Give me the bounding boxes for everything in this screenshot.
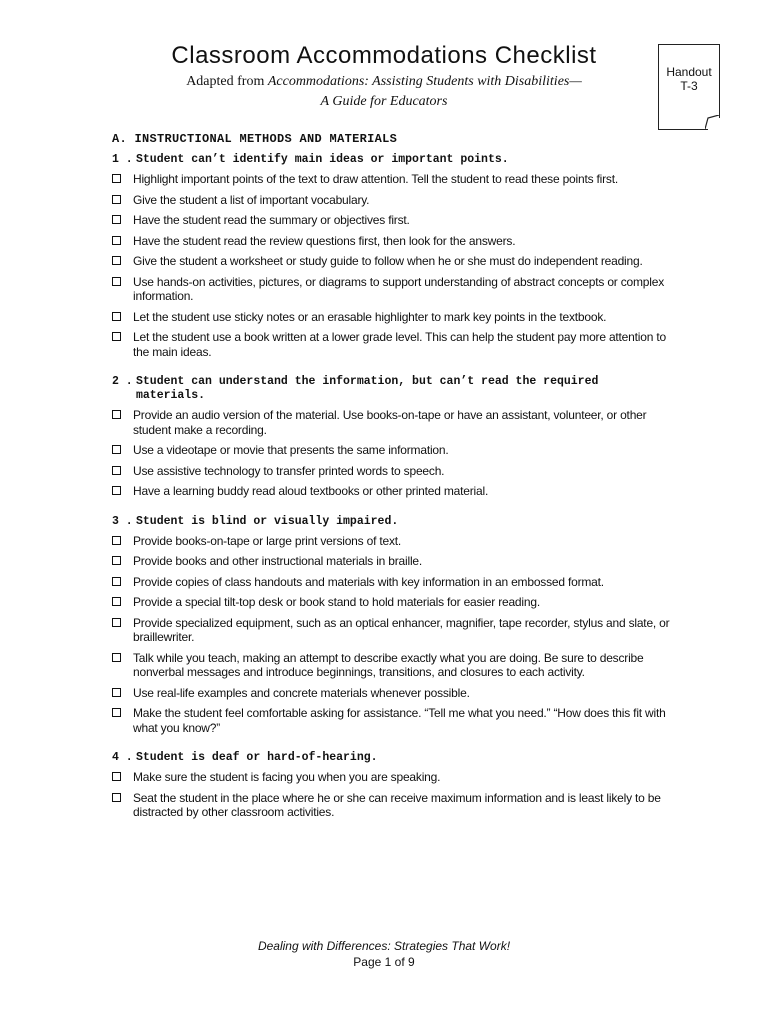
- checklist-item-text: Provide a special tilt-top desk or book stand to hold materials for easier reading.: [133, 595, 540, 609]
- footer-book-title: Dealing with Differences: Strategies That Work!: [257, 939, 511, 953]
- checklist: [112, 408, 672, 499]
- checkbox-icon[interactable]: [112, 215, 121, 224]
- checklist-item: [112, 310, 672, 325]
- checkbox-icon[interactable]: [112, 236, 121, 245]
- checkbox-icon[interactable]: [112, 174, 121, 183]
- subtitle-prefix: Adapted from: [186, 74, 268, 89]
- checklist-item: [112, 534, 672, 549]
- checkbox-icon[interactable]: [112, 445, 121, 454]
- checkbox-icon[interactable]: [112, 618, 121, 627]
- checklist-item-text: Use hands-on activities, pictures, or diagrams to support understanding of abstract concepts or complex information.: [133, 274, 665, 303]
- checklist-item-text: Provide books-on-tape or large print versions of text.: [133, 533, 402, 548]
- checklist-item-text: Have the student read the review questions first, then look for the answers.: [133, 233, 516, 248]
- checkbox-icon[interactable]: [112, 410, 121, 419]
- checklist-groups: [112, 153, 672, 820]
- subtitle-source-line2: A Guide for Educators: [320, 94, 448, 109]
- checklist: [112, 172, 672, 359]
- checkbox-icon[interactable]: [112, 688, 121, 697]
- checklist-item: [112, 575, 672, 590]
- checklist-item-text: Give the student a worksheet or study guide to follow when he or she must do independent reading.: [133, 254, 643, 268]
- checklist-item: [112, 484, 672, 499]
- group-number: 1 .: [112, 153, 133, 166]
- group-number: 2 .: [112, 375, 133, 388]
- checklist-item: [112, 770, 672, 785]
- handout-number: T-3: [680, 79, 698, 93]
- checklist-item: [112, 686, 672, 701]
- checklist-item-text: Provide books and other instructional materials in braille.: [133, 554, 423, 568]
- group-heading-text: Student can understand the information, but can’t read the required materials.: [136, 375, 599, 402]
- checklist-item-text: Highlight important points of the text to draw attention. Tell the student to read these points first.: [133, 172, 619, 186]
- subtitle-source: Accommodations: Assisting Students with Disabilities—: [267, 74, 582, 89]
- checklist-item-text: Seat the student in the place where he or she can receive maximum information and is least likely to be distracted by other classroom activities.: [133, 790, 661, 819]
- checklist-item-text: Let the student use a book written at a lower grade level. This can help the student pay more attention to the main ideas.: [133, 330, 666, 359]
- group-heading: [112, 153, 672, 167]
- checkbox-icon[interactable]: [112, 486, 121, 495]
- checklist-item-text: Let the student use sticky notes or an erasable highlighter to mark key points in the textbook.: [133, 309, 607, 324]
- checkbox-icon[interactable]: [112, 277, 121, 286]
- group-number: 4 .: [112, 751, 133, 764]
- group-heading: [112, 751, 672, 765]
- checklist-item: [112, 408, 672, 437]
- checkbox-icon[interactable]: [112, 597, 121, 606]
- page-footer: [0, 938, 768, 970]
- checklist-item: [112, 330, 672, 359]
- footer-page-number: Page 1 of 9: [353, 955, 415, 969]
- checklist-item-text: Give the student a list of important vocabulary.: [133, 192, 370, 207]
- handout-badge: [658, 44, 720, 130]
- group-heading-text: Student is deaf or hard-of-hearing.: [136, 751, 378, 764]
- checklist-group: [112, 375, 672, 499]
- checkbox-icon[interactable]: [112, 536, 121, 545]
- checklist-item: [112, 554, 672, 569]
- section-heading: [112, 132, 672, 146]
- checklist-group: [112, 751, 672, 820]
- checklist-item: [112, 651, 672, 680]
- checklist-item: [112, 234, 672, 249]
- group-heading-text: Student is blind or visually impaired.: [136, 514, 399, 528]
- checklist-item-text: Use assistive technology to transfer printed words to speech.: [133, 463, 445, 478]
- checkbox-icon[interactable]: [112, 256, 121, 265]
- checklist-item-text: Provide an audio version of the material. Use books-on-tape or have an assistant, volunteer, or other student make a recording.: [133, 408, 647, 437]
- checklist-item: [112, 464, 672, 479]
- checkbox-icon[interactable]: [112, 577, 121, 586]
- checkbox-icon[interactable]: [112, 556, 121, 565]
- checklist-group: [112, 153, 672, 359]
- checklist-item: [112, 213, 672, 228]
- checklist-item-text: Have a learning buddy read aloud textbooks or other printed material.: [133, 484, 489, 498]
- group-heading: [112, 375, 672, 403]
- checklist-item-text: Use real-life examples and concrete materials whenever possible.: [133, 685, 470, 700]
- checklist-group: [112, 515, 672, 736]
- checklist-item-text: Provide specialized equipment, such as an optical enhancer, magnifier, tape recorder, stylus and slate, or braillewriter.: [133, 615, 670, 644]
- checklist-item-text: Talk while you teach, making an attempt to describe exactly what you are doing. Be sure to describe nonverbal messages and introduce beginnings, transitions, and closures to each activity.: [133, 650, 644, 679]
- checklist-item-text: Make the student feel comfortable asking for assistance. “Tell me what you need.” “How does this fit with what you know?”: [133, 706, 666, 735]
- checkbox-icon[interactable]: [112, 312, 121, 321]
- checkbox-icon[interactable]: [112, 195, 121, 204]
- page-title: Classroom Accommodations Checklist: [171, 42, 597, 69]
- checklist-item: [112, 172, 672, 187]
- checklist-item: [112, 254, 672, 269]
- checkbox-icon[interactable]: [112, 466, 121, 475]
- subtitle: [0, 72, 768, 112]
- checkbox-icon[interactable]: [112, 708, 121, 717]
- section-letter: A.: [112, 132, 128, 146]
- checklist-item-text: Provide copies of class handouts and materials with key information in an embossed format.: [133, 574, 604, 589]
- handout-label: Handout: [666, 65, 712, 79]
- checklist-item: [112, 706, 672, 735]
- checkbox-icon[interactable]: [112, 772, 121, 781]
- checklist-item-text: Make sure the student is facing you when you are speaking.: [133, 770, 441, 784]
- section-title: INSTRUCTIONAL METHODS AND MATERIALS: [134, 132, 398, 146]
- checklist-item: [112, 275, 672, 304]
- checklist-item: [112, 443, 672, 458]
- checklist-item: [112, 616, 672, 645]
- group-number: 3 .: [112, 514, 133, 528]
- fold-line-icon: [705, 115, 719, 129]
- group-heading: [112, 515, 672, 529]
- checklist: [112, 534, 672, 736]
- checkbox-icon[interactable]: [112, 653, 121, 662]
- checklist-item-text: Use a videotape or movie that presents the same information.: [133, 443, 449, 457]
- checkbox-icon[interactable]: [112, 332, 121, 341]
- checkbox-icon[interactable]: [112, 793, 121, 802]
- checklist-item: [112, 791, 672, 820]
- checklist-item-text: Have the student read the summary or objectives first.: [133, 213, 410, 227]
- group-heading-text: Student can’t identify main ideas or important points.: [136, 153, 509, 166]
- checklist-item: [112, 193, 672, 208]
- checklist-item: [112, 595, 672, 610]
- checklist: [112, 770, 672, 820]
- checklist-content: [112, 132, 672, 836]
